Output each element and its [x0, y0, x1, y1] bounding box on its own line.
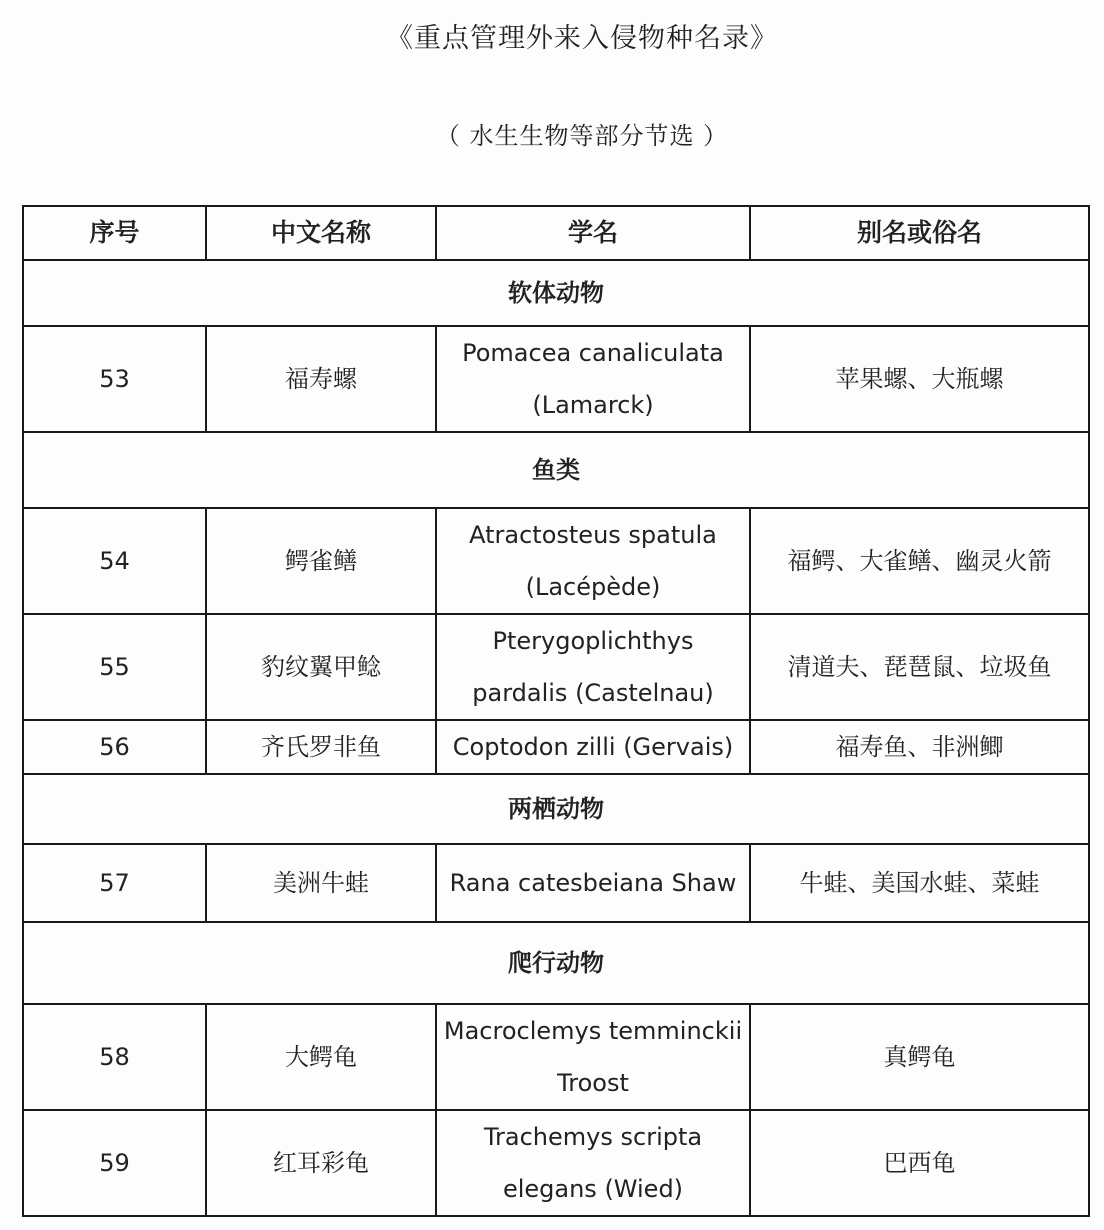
cell-scientific-name: Trachemys scripta elegans (Wied)	[436, 1110, 750, 1216]
cell-chinese-name: 鳄雀鳝	[206, 508, 436, 614]
cell-aliases: 福鳄、大雀鳝、幽灵火箭	[750, 508, 1089, 614]
header-aliases: 别名或俗名	[750, 206, 1089, 260]
cell-aliases: 清道夫、琵琶鼠、垃圾鱼	[750, 614, 1089, 720]
cell-chinese-name: 齐氏罗非鱼	[206, 720, 436, 774]
header-scientific-name: 学名	[436, 206, 750, 260]
cell-scientific-name: Coptodon zilli (Gervais)	[436, 720, 750, 774]
category-row	[23, 774, 1089, 844]
cell-aliases: 真鳄龟	[750, 1004, 1089, 1110]
cell-chinese-name: 美洲牛蛙	[206, 844, 436, 922]
cell-number: 55	[23, 614, 206, 720]
header-number: 序号	[23, 206, 206, 260]
cell-aliases: 福寿鱼、非洲鲫	[750, 720, 1089, 774]
cell-scientific-name: Pterygoplichthys pardalis (Castelnau)	[436, 614, 750, 720]
cell-aliases: 苹果螺、大瓶螺	[750, 326, 1089, 432]
category-row	[23, 260, 1089, 326]
category-label: 软体动物	[23, 260, 1089, 326]
document-subtitle: （ 水生生物等部分节选 ）	[435, 122, 729, 150]
cell-number: 59	[23, 1110, 206, 1216]
cell-scientific-name: Macroclemys temminckii Troost	[436, 1004, 750, 1110]
table-row	[23, 720, 1089, 774]
cell-number: 56	[23, 720, 206, 774]
table-row	[23, 508, 1089, 614]
category-label: 爬行动物	[23, 922, 1089, 1004]
category-row	[23, 922, 1089, 1004]
cell-chinese-name: 大鳄龟	[206, 1004, 436, 1110]
cell-number: 53	[23, 326, 206, 432]
cell-chinese-name: 豹纹翼甲鲶	[206, 614, 436, 720]
species-table	[22, 205, 1090, 1217]
table-header-row	[23, 206, 1089, 260]
cell-number: 54	[23, 508, 206, 614]
cell-aliases: 牛蛙、美国水蛙、菜蛙	[750, 844, 1089, 922]
header-chinese-name: 中文名称	[206, 206, 436, 260]
cell-number: 57	[23, 844, 206, 922]
cell-chinese-name: 福寿螺	[206, 326, 436, 432]
table-row	[23, 614, 1089, 720]
cell-aliases: 巴西龟	[750, 1110, 1089, 1216]
category-label: 两栖动物	[23, 774, 1089, 844]
cell-chinese-name: 红耳彩龟	[206, 1110, 436, 1216]
table-row	[23, 1004, 1089, 1110]
category-label: 鱼类	[23, 432, 1089, 508]
cell-scientific-name: Pomacea canaliculata (Lamarck)	[436, 326, 750, 432]
document-title: 《重点管理外来入侵物种名录》	[386, 23, 778, 54]
cell-scientific-name: Rana catesbeiana Shaw	[436, 844, 750, 922]
table-row	[23, 1110, 1089, 1216]
cell-scientific-name: Atractosteus spatula (Lacépède)	[436, 508, 750, 614]
table-row	[23, 326, 1089, 432]
cell-number: 58	[23, 1004, 206, 1110]
table-row	[23, 844, 1089, 922]
category-row	[23, 432, 1089, 508]
